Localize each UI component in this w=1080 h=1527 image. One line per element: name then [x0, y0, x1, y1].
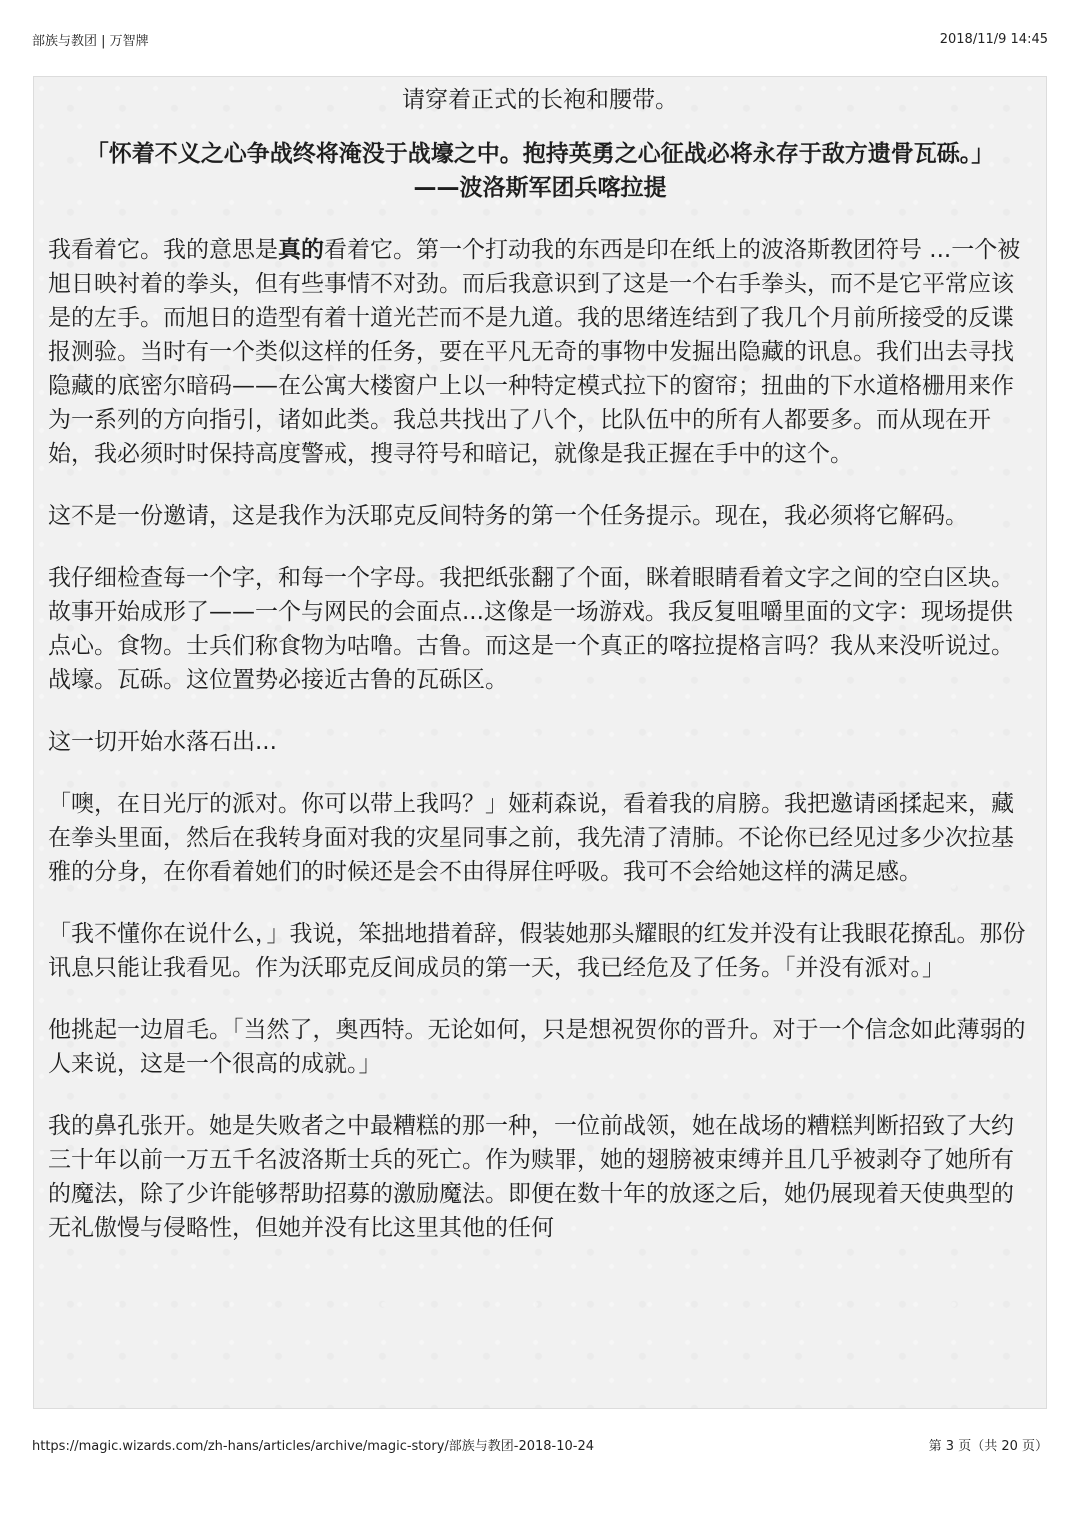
paragraph-text: 看着它。第一个打动我的东西是印在纸上的波洛斯教团符号 ...一个被旭日映衬着的拳头，但有些事情不对劲。而后我意识到了这是一个右手拳头，而不是它平常应该是的左手。而旭日的造型有着十道光芒而不是九道。我的思绪连结到了我几个月前所接受的反谍报测验。当时有一个类似这样的任务，要在平凡无奇的事物中发掘出隐藏的讯息。我们出去寻找隐藏的底密尔暗码——在公寓大楼窗户上以一种特定模式拉下的窗帘；扭曲的下水道格栅用来作为一系列的方向指引，诸如此类。我总共找出了八个，比队伍中的所有人都要多。而从现在开始，我必须时时保持高度警戒，搜寻符号和暗记，就像是我正握在手中的这个。	[48, 237, 1021, 467]
page-header	[32, 30, 1048, 48]
epigraph-quote: 「怀着不义之心争战终将淹没于战壕之中。抱持英勇之心征战必将永存于敌方遗骨瓦砾。」	[85, 141, 995, 167]
paragraph-text: 我看着它。我的意思是	[48, 237, 278, 263]
article-body	[48, 77, 1032, 1245]
emphasis-text: 真的	[278, 237, 324, 263]
paragraph: 这一切开始水落石出...	[48, 729, 277, 755]
source-url: https://magic.wizards.com/zh-hans/articles/archive/magic-story/部族与教团-2018-10-24	[32, 1438, 595, 1454]
paragraph: 我仔细检查每一个字，和每一个字母。我把纸张翻了个面，眯着眼睛看着文字之间的空白区块。故事开始成形了——一个与网民的会面点...这像是一场游戏。我反复咀嚼里面的文字：现场提供点心。食物。士兵们称食物为咕噜。古鲁。而这是一个真正的喀拉提格言吗？我从来没听说过。战壕。瓦砾。这位置势必接近古鲁的瓦砾区。	[48, 565, 1014, 693]
epigraph-attribution: ——波洛斯军团兵喀拉提	[413, 175, 667, 201]
page-title: 部族与教团 | 万智牌	[32, 33, 149, 49]
dress-code-line: 请穿着正式的长袍和腰带。	[402, 87, 678, 113]
paragraph: 「我不懂你在说什么，」我说，笨拙地措着辞，假装她那头耀眼的红发并没有让我眼花撩乱。那份讯息只能让我看见。作为沃耶克反间成员的第一天，我已经危及了任务。「并没有派对。」	[48, 921, 1026, 981]
article-frame	[33, 76, 1047, 1409]
print-datetime: 2018/11/9 14:45	[939, 31, 1048, 47]
paragraph: 这不是一份邀请，这是我作为沃耶克反间特务的第一个任务提示。现在，我必须将它解码。	[48, 503, 968, 529]
paragraph: 「噢，在日光厅的派对。你可以带上我吗？」娅莉森说，看着我的肩膀。我把邀请函揉起来，藏在拳头里面，然后在我转身面对我的灾星同事之前，我先清了清肺。不论你已经见过多少次拉基雅的分身，在你看着她们的时候还是会不由得屏住呼吸。我可不会给她这样的满足感。	[48, 791, 1014, 885]
page-indicator: 第 3 页（共 20 页）	[928, 1438, 1048, 1454]
paragraph	[48, 233, 1032, 471]
page-footer	[32, 1435, 1048, 1453]
paragraph: 他挑起一边眉毛。「当然了，奥西特。无论如何，只是想祝贺你的晋升。对于一个信念如此薄弱的人来说，这是一个很高的成就。」	[48, 1017, 1026, 1077]
paragraph: 我的鼻孔张开。她是失败者之中最糟糕的那一种，一位前战领，她在战场的糟糕判断招致了大约三十年以前一万五千名波洛斯士兵的死亡。作为赎罪，她的翅膀被束缚并且几乎被剥夺了她所有的魔法，除了少许能够帮助招募的激励魔法。即便在数十年的放逐之后，她仍展现着天使典型的无礼傲慢与侵略性，但她并没有比这里其他的任何	[48, 1113, 1014, 1241]
